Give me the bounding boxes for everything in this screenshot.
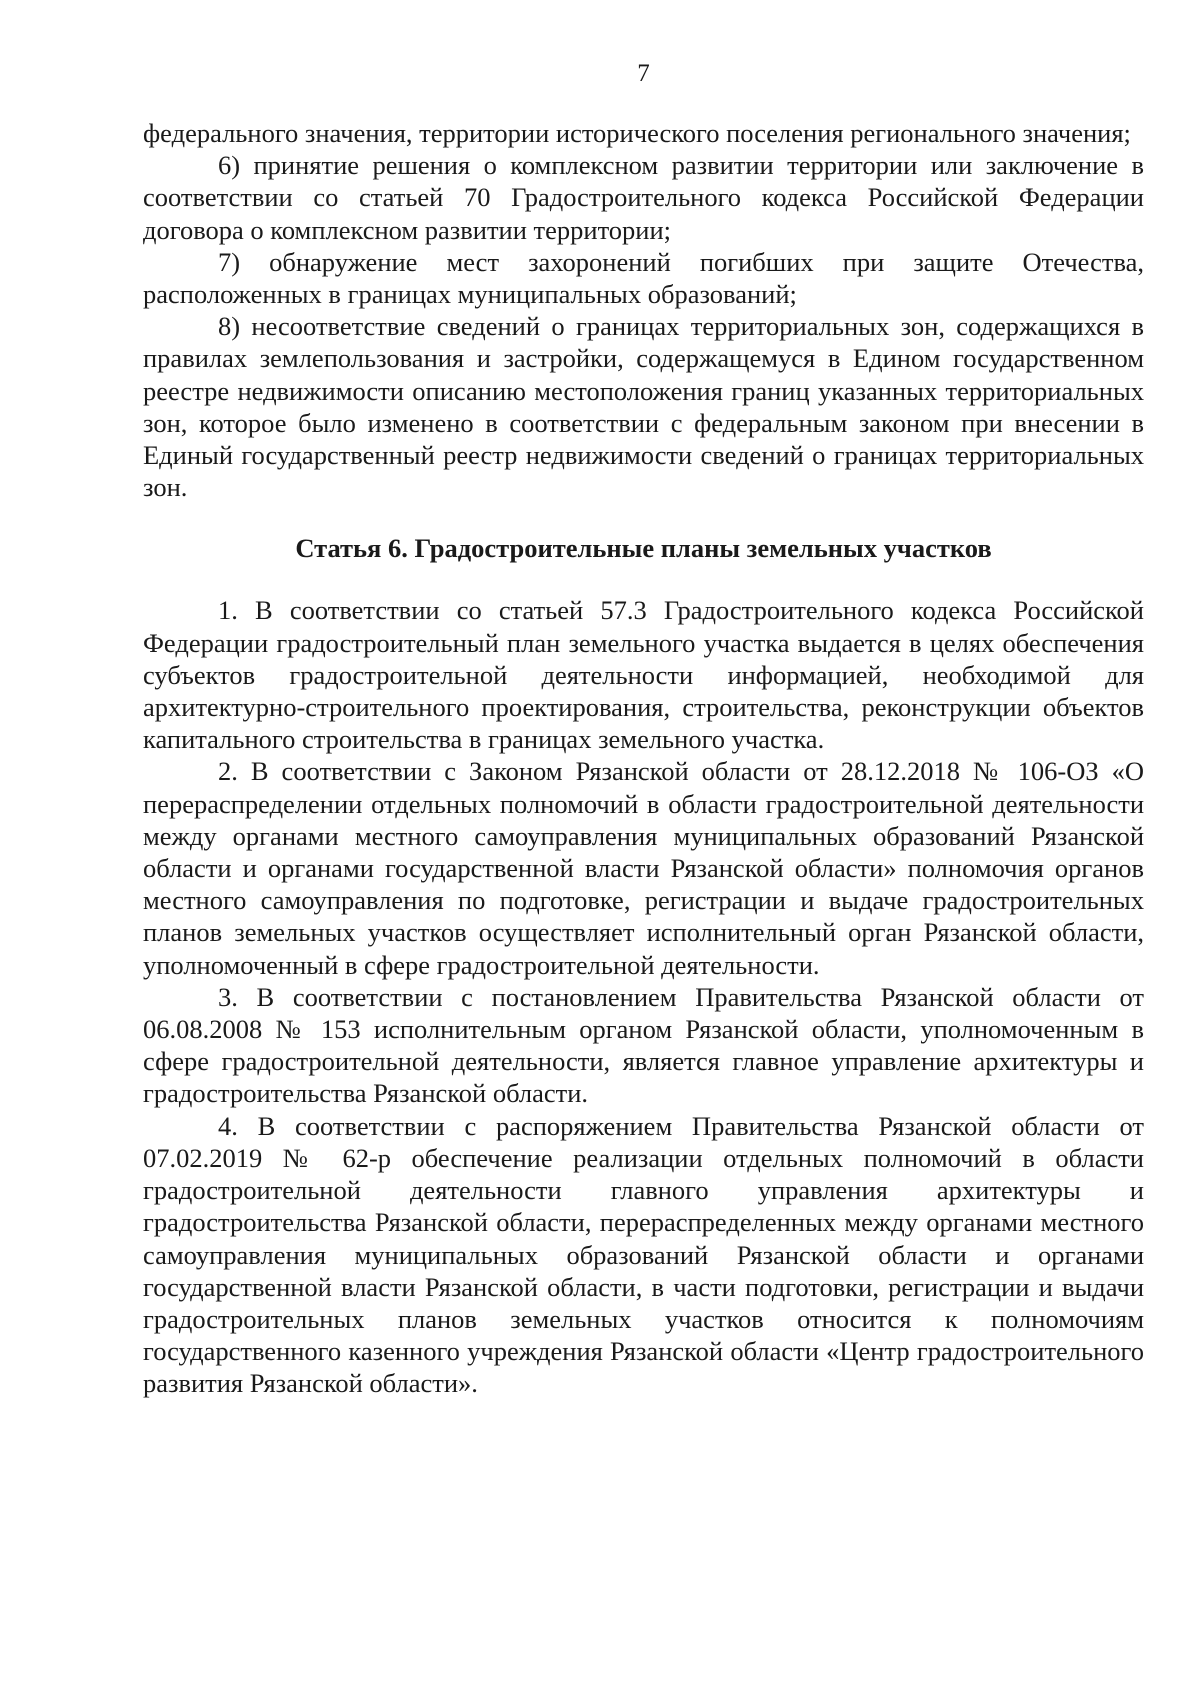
document-body xyxy=(143,117,1144,1400)
list-item-8: 8) несоответствие сведений о границах территориальных зон, содержащихся в правилах землепользования и застройки, содержащемуся в Едином государственном реестре недвижимости описанию местоположения границ указанных территориальных зон, которое было изменено в соответствии с федеральным законом при внесении в Единый государственный реестр недвижимости сведений о границах территориальных зон. xyxy=(143,311,1144,503)
article-paragraph-1: 1. В соответствии со статьей 57.3 Градостроительного кодекса Российской Федерации градостроительный план земельного участка выдается в целях обеспечения субъектов градостроительной деятельности информацией, необходимой для архитектурно-строительного проектирования, строительства, реконструкции объектов капитального строительства в границах земельного участка. xyxy=(143,595,1144,755)
paragraph-continuation: федерального значения, территории исторического поселения регионального значения; xyxy=(143,118,1131,148)
article-heading: Статья 6. Градостроительные планы земельных участков xyxy=(295,533,992,564)
article-paragraph-3: 3. В соответствии с постановлением Правительства Рязанской области от 06.08.2008 № 153 исполнительным органом Рязанской области, уполномоченным в сфере градостроительной деятельности, является главное управление архитектуры и градостроительства Рязанской области. xyxy=(143,981,1144,1109)
article-paragraph-4: 4. В соответствии с распоряжением Правительства Рязанской области от 07.02.2019 № 62-р обеспечение реализации отдельных полномочий в области градостроительной деятельности главного управления архитектуры и градостроительства Рязанской области, перераспределенных между органами местного самоуправления муниципальных образований Рязанской области и органами государственной власти Рязанской области, в части подготовки, регистрации и выдачи градостроительных планов земельных участков относится к полномочиям государственного казенного учреждения Рязанской области «Центр градостроительного развития Рязанской области». xyxy=(143,1110,1144,1399)
list-item-7: 7) обнаружение мест захоронений погибших при защите Отечества, расположенных в границах муниципальных образований; xyxy=(143,246,1144,310)
list-item-6: 6) принятие решения о комплексном развитии территории или заключение в соответствии со статьей 70 Градостроительного кодекса Российской Федерации договора о комплексном развитии территории; xyxy=(143,150,1144,245)
article-paragraph-2: 2. В соответствии с Законом Рязанской области от 28.12.2018 № 106-ОЗ «О перераспределении отдельных полномочий в области градостроительной деятельности между органами местного самоуправления муниципальных образований Рязанской области и органами государственной власти Рязанской области» полномочия органов местного самоуправления по подготовке, регистрации и выдаче градостроительных планов земельных участков осуществляет исполнительный орган Рязанской области, уполномоченный в сфере градостроительной деятельности. xyxy=(143,756,1144,980)
page-number: 7 xyxy=(637,60,650,87)
